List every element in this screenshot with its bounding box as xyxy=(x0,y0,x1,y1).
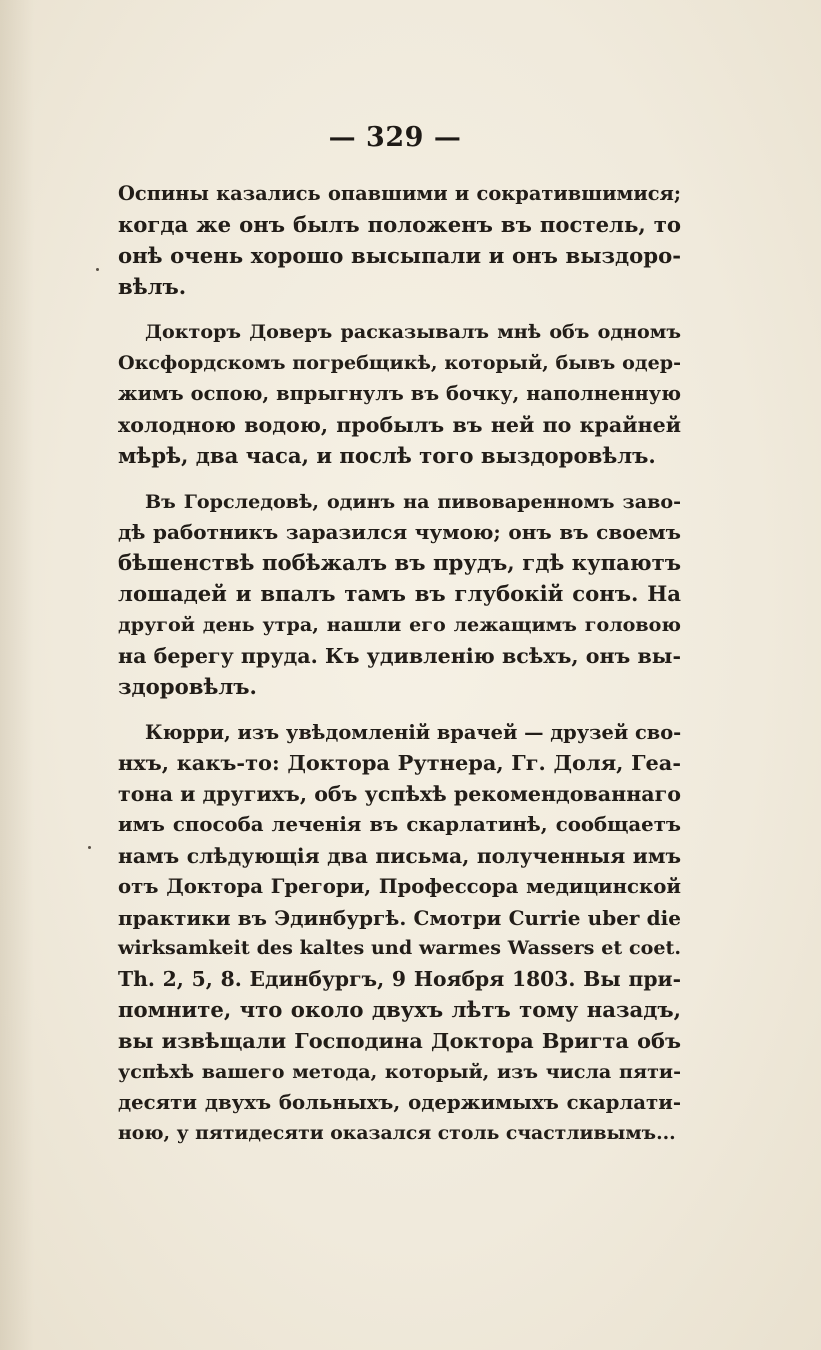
text-line: Кюрри, изъ увѣдомленій врачей — друзей сво- xyxy=(145,720,682,744)
text-line: помните, что около двухъ лѣтъ тому назадъ, xyxy=(118,997,681,1023)
text-line: здоровѣлъ. xyxy=(118,673,257,699)
text-line: мѣрѣ, два часа, и послѣ того выздоровѣлъ. xyxy=(118,442,656,468)
paragraph-2 xyxy=(118,317,681,471)
text-line: тона и другихъ, объ успѣхѣ рекомендованнаго xyxy=(118,782,681,807)
text-line: отъ Доктора Грегори, Профессора медицинской xyxy=(118,874,681,898)
text-line: wirksamkeit des kaltes und warmes Wassers et coet. xyxy=(118,936,681,960)
paragraph-3 xyxy=(118,487,681,703)
ink-speck xyxy=(96,268,99,271)
text-line: когда же онъ былъ положенъ въ постель, то xyxy=(118,211,681,237)
text-line: лошадей и впалъ тамъ въ глубокій сонъ. На xyxy=(118,581,681,607)
text-line: намъ слѣдующія два письма, полученныя имъ xyxy=(118,843,681,868)
paragraph-4 xyxy=(118,718,681,1150)
text-line: Докторъ Доверъ расказывалъ мнѣ объ одномъ xyxy=(145,320,681,344)
page-spine-shadow xyxy=(0,0,34,1350)
text-line: десяти двухъ больныхъ, одержимыхъ скарлати- xyxy=(118,1090,681,1114)
text-line: Оксфордскомъ погребщикѣ, который, бывъ одер- xyxy=(118,351,681,375)
text-line: онѣ очень хорошо высыпали и онъ выздоро- xyxy=(118,242,681,268)
ink-speck xyxy=(88,846,91,849)
text-line: Th. 2, 5, 8. Единбургъ, 9 Ноября 1803. Вы при- xyxy=(118,967,681,992)
text-line: бѣшенствѣ побѣжалъ въ прудъ, гдѣ купаютъ xyxy=(118,550,681,576)
text-line: Въ Горследовѣ, одинъ на пивоваренномъ заво- xyxy=(145,489,681,513)
text-line: жимъ оспою, впрыгнулъ въ бочку, наполненную xyxy=(118,382,681,406)
text-line: вы извѣщали Господина Доктора Вригта объ xyxy=(118,1027,681,1053)
text-line: холодною водою, пробылъ въ ней по крайней xyxy=(118,412,681,437)
text-line: дѣ работникъ заразился чумою; онъ въ своемъ xyxy=(118,520,681,545)
page-number: — 329 — xyxy=(328,122,462,153)
paragraph-1 xyxy=(118,179,681,302)
text-line: вѣлъ. xyxy=(118,273,187,299)
text-line: практики въ Эдинбургѣ. Смотри Currie uber die xyxy=(118,905,681,930)
text-line: успѣхѣ вашего метода, который, изъ числа пяти- xyxy=(118,1059,681,1083)
body-text xyxy=(118,179,681,1149)
text-line: имъ способа леченія въ скарлатинѣ, сообщаетъ xyxy=(118,813,681,837)
text-line: ною, у пятидесяти оказался столь счастливымъ... xyxy=(118,1122,676,1145)
text-line: на берегу пруда. Къ удивленію всѣхъ, онъ вы- xyxy=(118,643,681,668)
text-line: Оспины казались опавшими и сократившимися; xyxy=(118,182,681,205)
text-line: нхъ, какъ-то: Доктора Рутнера, Гг. Доля, Геа- xyxy=(118,750,681,776)
text-line: другой день утра, нашли его лежащимъ головою xyxy=(118,612,681,636)
